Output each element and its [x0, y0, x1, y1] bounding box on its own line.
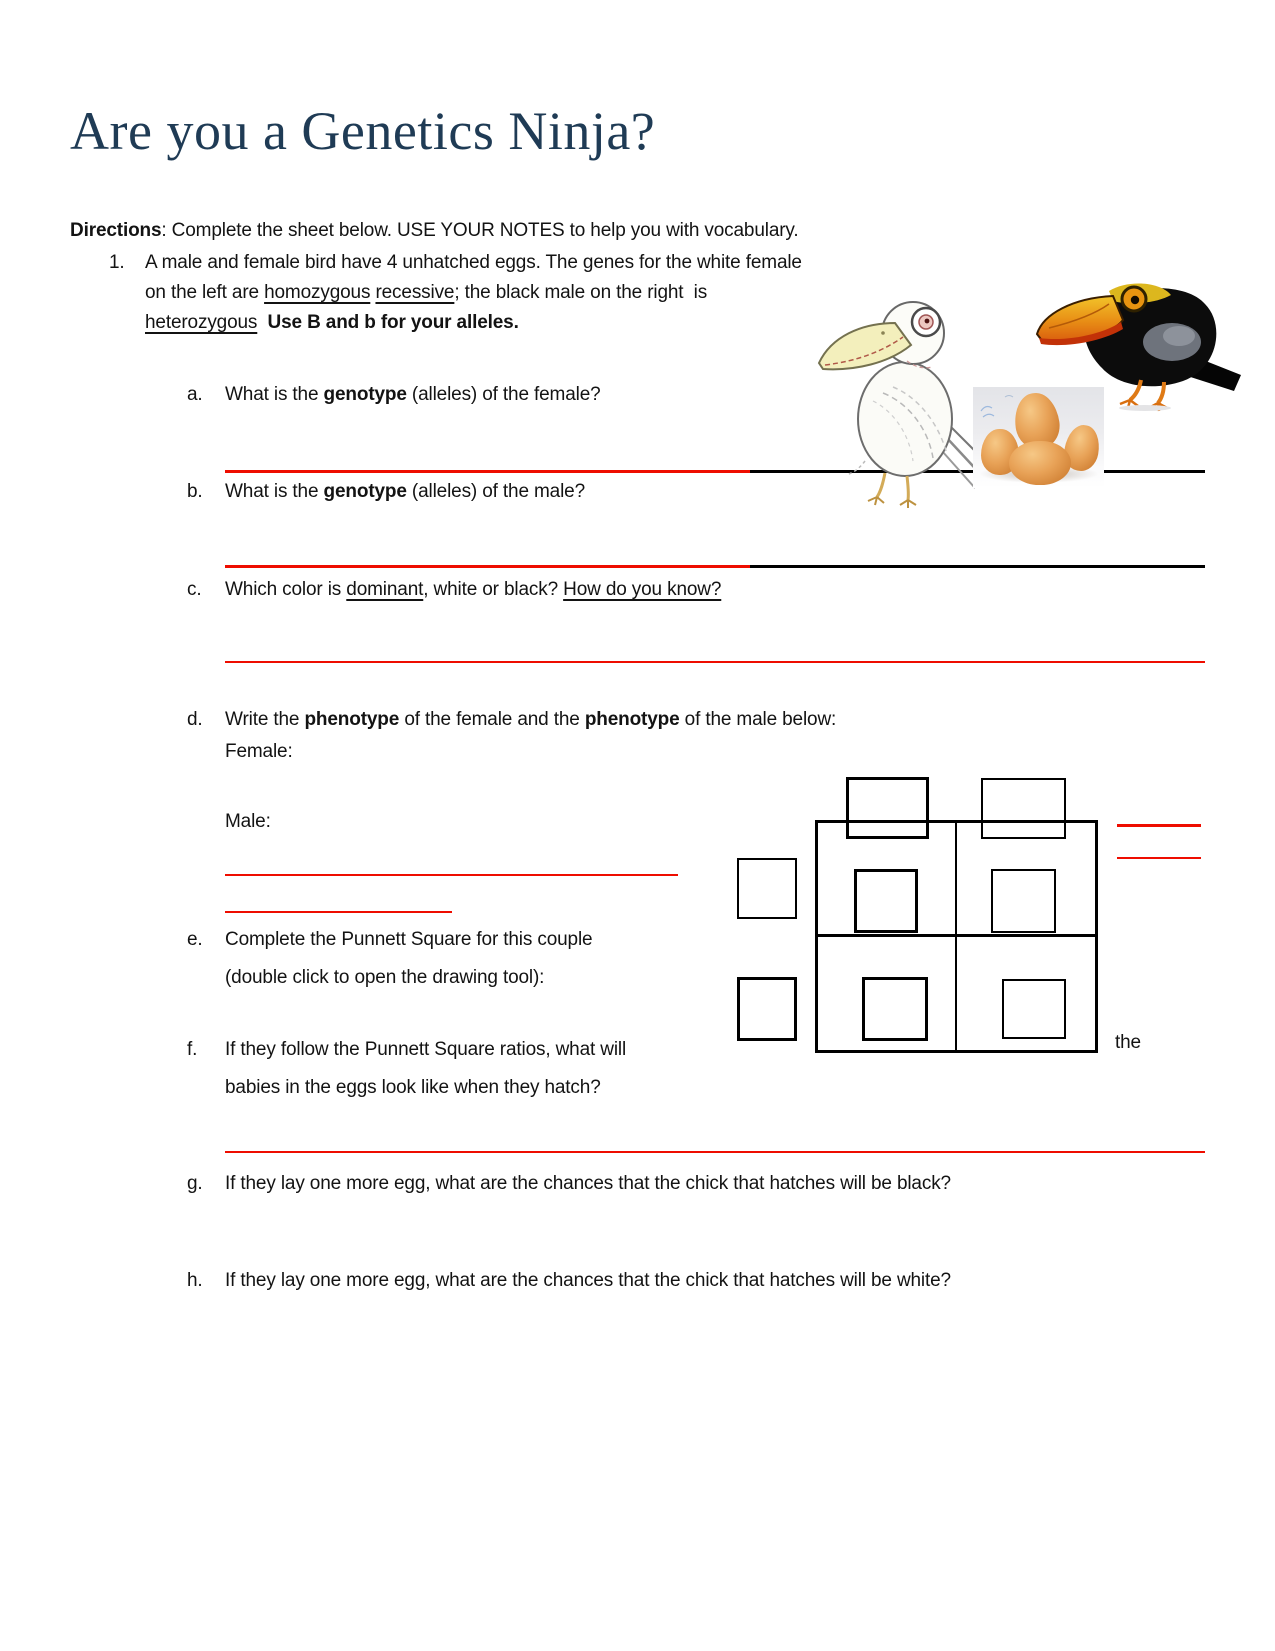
- item-a-letter: a.: [187, 384, 203, 405]
- item-d-pre: Write the: [225, 709, 305, 730]
- item-e-line2: (double click to open the drawing tool):: [225, 967, 545, 988]
- directions-line: [70, 220, 799, 242]
- item-d-mid: of the female and the: [399, 709, 585, 730]
- item-b-genotype-term: genotype: [323, 481, 407, 502]
- punnett-square-drawing[interactable]: [730, 770, 1210, 1055]
- item-b-pre: What is the: [225, 481, 324, 502]
- q1-line2-post: ; the black male on the right is: [454, 282, 708, 303]
- item-g-letter: g.: [187, 1173, 203, 1194]
- item-h-letter: h.: [187, 1270, 203, 1291]
- item-d-question: [225, 709, 836, 731]
- item-g-question: If they lay one more egg, what are the chances that the chick that hatches will be black?: [225, 1173, 951, 1194]
- item-d-letter: d.: [187, 709, 203, 730]
- answer-line-b-black[interactable]: [750, 565, 1205, 568]
- directions-text: : Complete the sheet below. USE YOUR NOTES to help you with vocabulary.: [161, 220, 799, 241]
- answer-line-right-2[interactable]: [1117, 857, 1201, 859]
- male-label: Male:: [225, 811, 271, 832]
- punnett-top-header-box-1[interactable]: [846, 777, 929, 839]
- item-c-letter: c.: [187, 579, 202, 600]
- item-f-letter: f.: [187, 1039, 198, 1060]
- item-c-dominant-term: dominant: [346, 579, 424, 600]
- q1-term-recessive: recessive: [375, 282, 455, 303]
- item-f-line2: babies in the eggs look like when they hatch?: [225, 1077, 601, 1098]
- item-b-question: [225, 481, 585, 503]
- item-b-post: (alleles) of the male?: [406, 481, 585, 502]
- item-b-letter: b.: [187, 481, 203, 502]
- punnett-left-header-box-1[interactable]: [737, 858, 797, 919]
- question1-number: 1.: [109, 252, 125, 273]
- item-e-line1: Complete the Punnett Square for this couple: [225, 929, 593, 950]
- item-c-question: [225, 579, 721, 601]
- q1-allele-instruction: Use B and b for your alleles.: [267, 312, 519, 333]
- item-c-pre: Which color is: [225, 579, 347, 600]
- item-c-mid: , white or black?: [423, 579, 564, 600]
- question1-line3: [145, 312, 519, 334]
- item-d-post: of the male below:: [679, 709, 837, 730]
- punnett-grid-horizontal-divider: [817, 934, 1096, 937]
- item-h-question: If they lay one more egg, what are the chances that the chick that hatches will be white?: [225, 1270, 951, 1291]
- item-a-genotype-term: genotype: [323, 384, 407, 405]
- punnett-left-header-box-2[interactable]: [737, 977, 797, 1041]
- eggs-image: [973, 387, 1104, 488]
- item-a-post: (alleles) of the female?: [406, 384, 601, 405]
- answer-line-b-red[interactable]: [225, 565, 750, 568]
- punnett-cell-box-bottom-left[interactable]: [862, 977, 928, 1041]
- item-a-question: [225, 384, 601, 406]
- item-d-phenotype-term-1: phenotype: [304, 709, 400, 730]
- answer-line-right-1[interactable]: [1117, 824, 1201, 827]
- answer-line-f[interactable]: [225, 1151, 1205, 1153]
- q1-term-heterozygous: heterozygous: [145, 312, 258, 333]
- answer-line-male-1[interactable]: [225, 874, 678, 876]
- item-f-side-word: the: [1115, 1032, 1141, 1053]
- punnett-cell-box-bottom-right[interactable]: [1002, 979, 1066, 1039]
- answer-line-a-red[interactable]: [225, 470, 750, 473]
- punnett-top-header-box-2[interactable]: [981, 778, 1066, 839]
- question1-line1: A male and female bird have 4 unhatched eggs. The genes for the white female: [145, 252, 802, 273]
- q1-term-homozygous: homozygous: [264, 282, 371, 303]
- answer-line-male-2[interactable]: [225, 911, 452, 913]
- item-a-pre: What is the: [225, 384, 324, 405]
- punnett-cell-box-top-left[interactable]: [854, 869, 918, 933]
- page-title: Are you a Genetics Ninja?: [70, 101, 656, 161]
- item-d-phenotype-term-2: phenotype: [584, 709, 680, 730]
- q1-line2-pre: on the left are: [145, 282, 265, 303]
- item-c-how-know: How do you know?: [563, 579, 722, 600]
- item-f-line1: If they follow the Punnett Square ratios, what will: [225, 1039, 627, 1060]
- q1-line3-gap: [257, 312, 267, 333]
- answer-line-c[interactable]: [225, 661, 1205, 663]
- punnett-cell-box-top-right[interactable]: [991, 869, 1056, 933]
- female-label: Female:: [225, 741, 293, 762]
- white-bird-image: [813, 283, 998, 508]
- item-e-letter: e.: [187, 929, 203, 950]
- question1-line2: [145, 282, 707, 304]
- directions-label: Directions: [70, 220, 162, 241]
